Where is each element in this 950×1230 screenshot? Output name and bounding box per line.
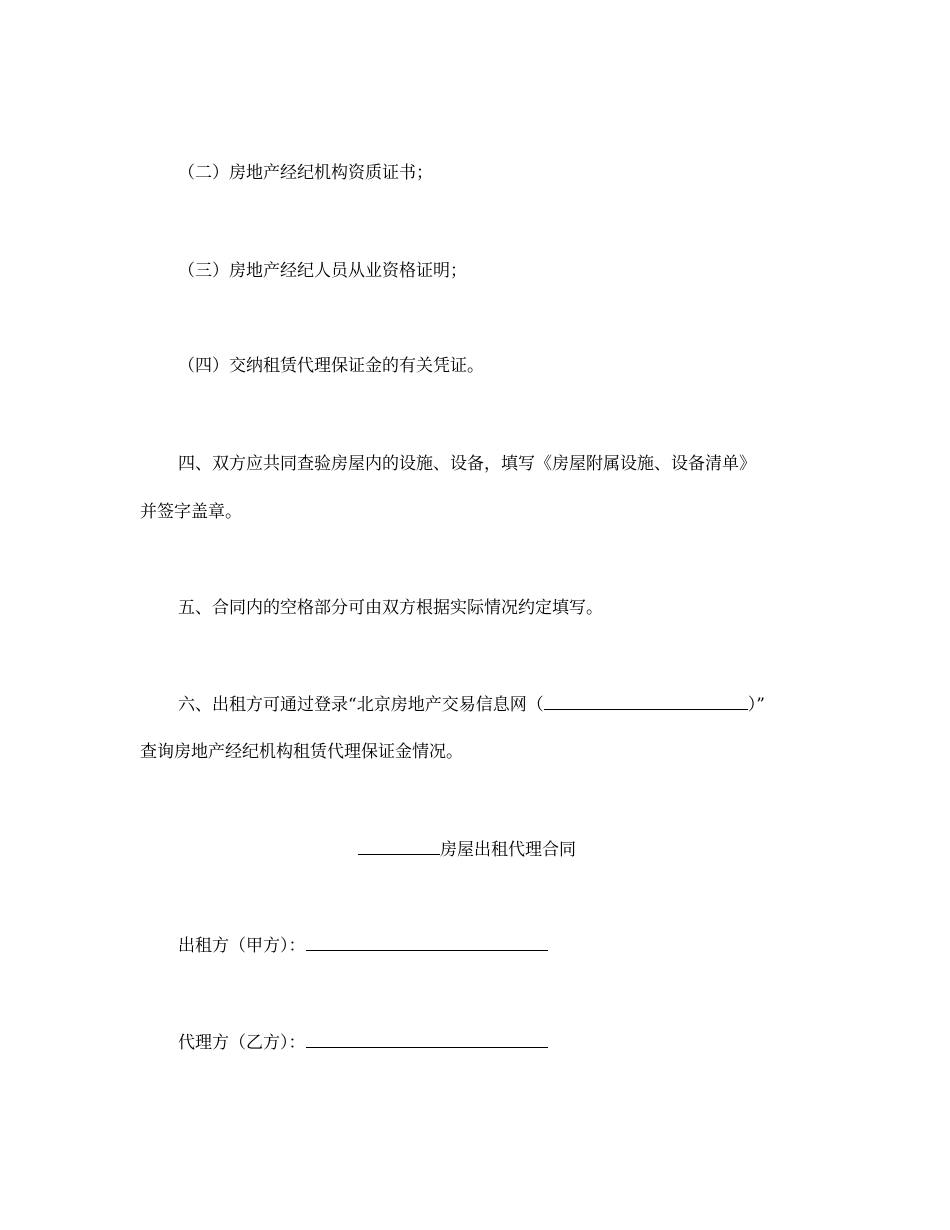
contract-title-blank bbox=[358, 838, 440, 855]
clause-4-line-2: 并签字盖章。 bbox=[140, 502, 242, 522]
party-b-line bbox=[178, 1031, 548, 1054]
item-qualification-certificate: （二）房地产经纪机构资质证书； bbox=[178, 163, 433, 183]
clause-4-line-1: 四、双方应共同查验房屋内的设施、设备，填写《房屋附属设施、设备清单》 bbox=[178, 454, 756, 474]
party-a-label: 出租方（甲方）： bbox=[178, 936, 306, 956]
contract-title bbox=[358, 838, 576, 861]
contract-title-text: 房屋出租代理合同 bbox=[440, 840, 576, 860]
clause-5: 五、合同内的空格部分可由双方根据实际情况约定填写。 bbox=[178, 598, 603, 618]
website-blank bbox=[544, 693, 748, 710]
clause-6-line-2: 查询房地产经纪机构租赁代理保证金情况。 bbox=[140, 742, 463, 762]
clause-6-suffix: ）” bbox=[747, 695, 765, 715]
item-practitioner-certificate: （三）房地产经纪人员从业资格证明； bbox=[178, 261, 467, 281]
item-deposit-voucher: （四）交纳租赁代理保证金的有关凭证。 bbox=[178, 356, 484, 376]
party-b-blank bbox=[306, 1031, 548, 1048]
clause-6-line-1 bbox=[178, 693, 765, 716]
party-a-line bbox=[178, 934, 548, 957]
party-a-blank bbox=[306, 934, 548, 951]
clause-6-prefix: 六、出租方可通过登录“北京房地产交易信息网（ bbox=[178, 695, 544, 715]
party-b-label: 代理方（乙方）： bbox=[178, 1033, 306, 1053]
